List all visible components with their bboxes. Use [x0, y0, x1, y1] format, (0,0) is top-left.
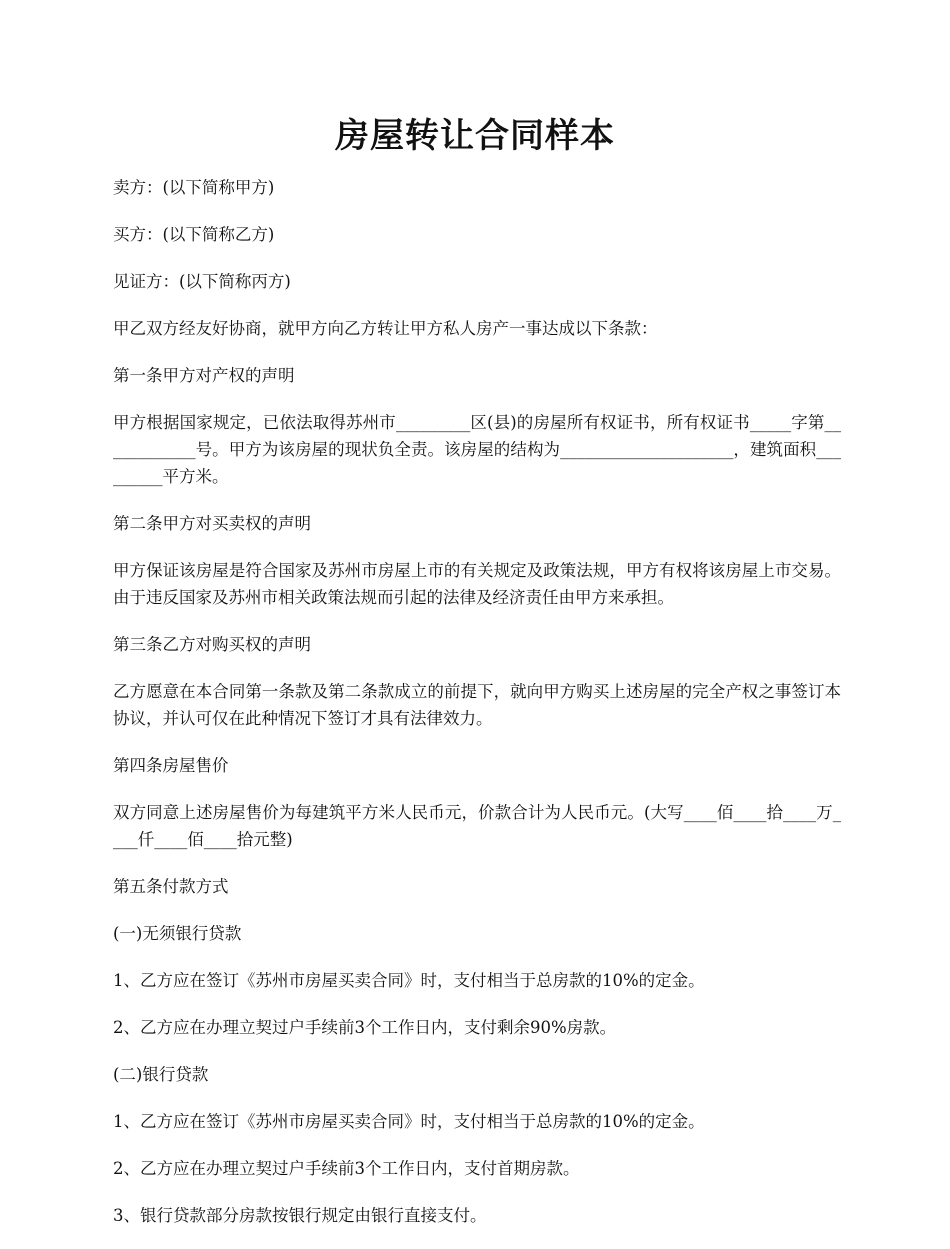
bank-loan-item-3: 3、银行贷款部分房款按银行规定由银行直接支付。 — [113, 1206, 487, 1225]
article-1-text: 甲方根据国家规定，已依法取得苏州市_________区(县)的房屋所有权证书，所有权证书_____字第____________号。甲方为该房屋的现状负全责。该房屋的结构为_____________________，建筑面积_________平方米。 — [113, 413, 841, 486]
bank-loan-item-1: 1、乙方应在签订《苏州市房屋买卖合同》时，支付相当于总房款的10%的定金。 — [113, 1112, 705, 1131]
no-loan-item-1: 1、乙方应在签订《苏州市房屋买卖合同》时，支付相当于总房款的10%的定金。 — [113, 971, 705, 990]
payment-option-bank-loan-heading: (二)银行贷款 — [113, 1065, 209, 1084]
article-5-heading: 第五条付款方式 — [113, 877, 229, 896]
bank-loan-item-2: 2、乙方应在办理立契过户手续前3个工作日内，支付首期房款。 — [113, 1159, 580, 1178]
payment-option-no-loan-heading: (一)无须银行贷款 — [113, 924, 242, 943]
article-2-heading: 第二条甲方对买卖权的声明 — [113, 514, 311, 533]
witness-line: 见证方：(以下简称丙方) — [113, 272, 291, 291]
article-4-heading: 第四条房屋售价 — [113, 756, 229, 775]
article-3-heading: 第三条乙方对购买权的声明 — [113, 635, 311, 654]
document-title: 房屋转让合同样本 — [335, 116, 615, 156]
no-loan-item-2: 2、乙方应在办理立契过户手续前3个工作日内，支付剩余90%房款。 — [113, 1018, 617, 1037]
seller-line: 卖方：(以下简称甲方) — [113, 178, 275, 197]
buyer-line: 买方：(以下简称乙方) — [113, 225, 275, 244]
article-2-text: 甲方保证该房屋是符合国家及苏州市房屋上市的有关规定及政策法规，甲方有权将该房屋上市交易。由于违反国家及苏州市相关政策法规而引起的法律及经济责任由甲方来承担。 — [113, 561, 841, 607]
preamble-paragraph: 甲乙双方经友好协商，就甲方向乙方转让甲方私人房产一事达成以下条款： — [113, 319, 658, 338]
article-4-text: 双方同意上述房屋售价为每建筑平方米人民币元，价款合计为人民币元。(大写____佰____拾____万____仟____佰____拾元整) — [113, 803, 841, 849]
document-body — [113, 174, 841, 1249]
article-3-text: 乙方愿意在本合同第一条款及第二条款成立的前提下，就向甲方购买上述房屋的完全产权之事签订本协议，并认可仅在此种情况下签订才具有法律效力。 — [113, 682, 841, 728]
article-1-heading: 第一条甲方对产权的声明 — [113, 366, 295, 385]
